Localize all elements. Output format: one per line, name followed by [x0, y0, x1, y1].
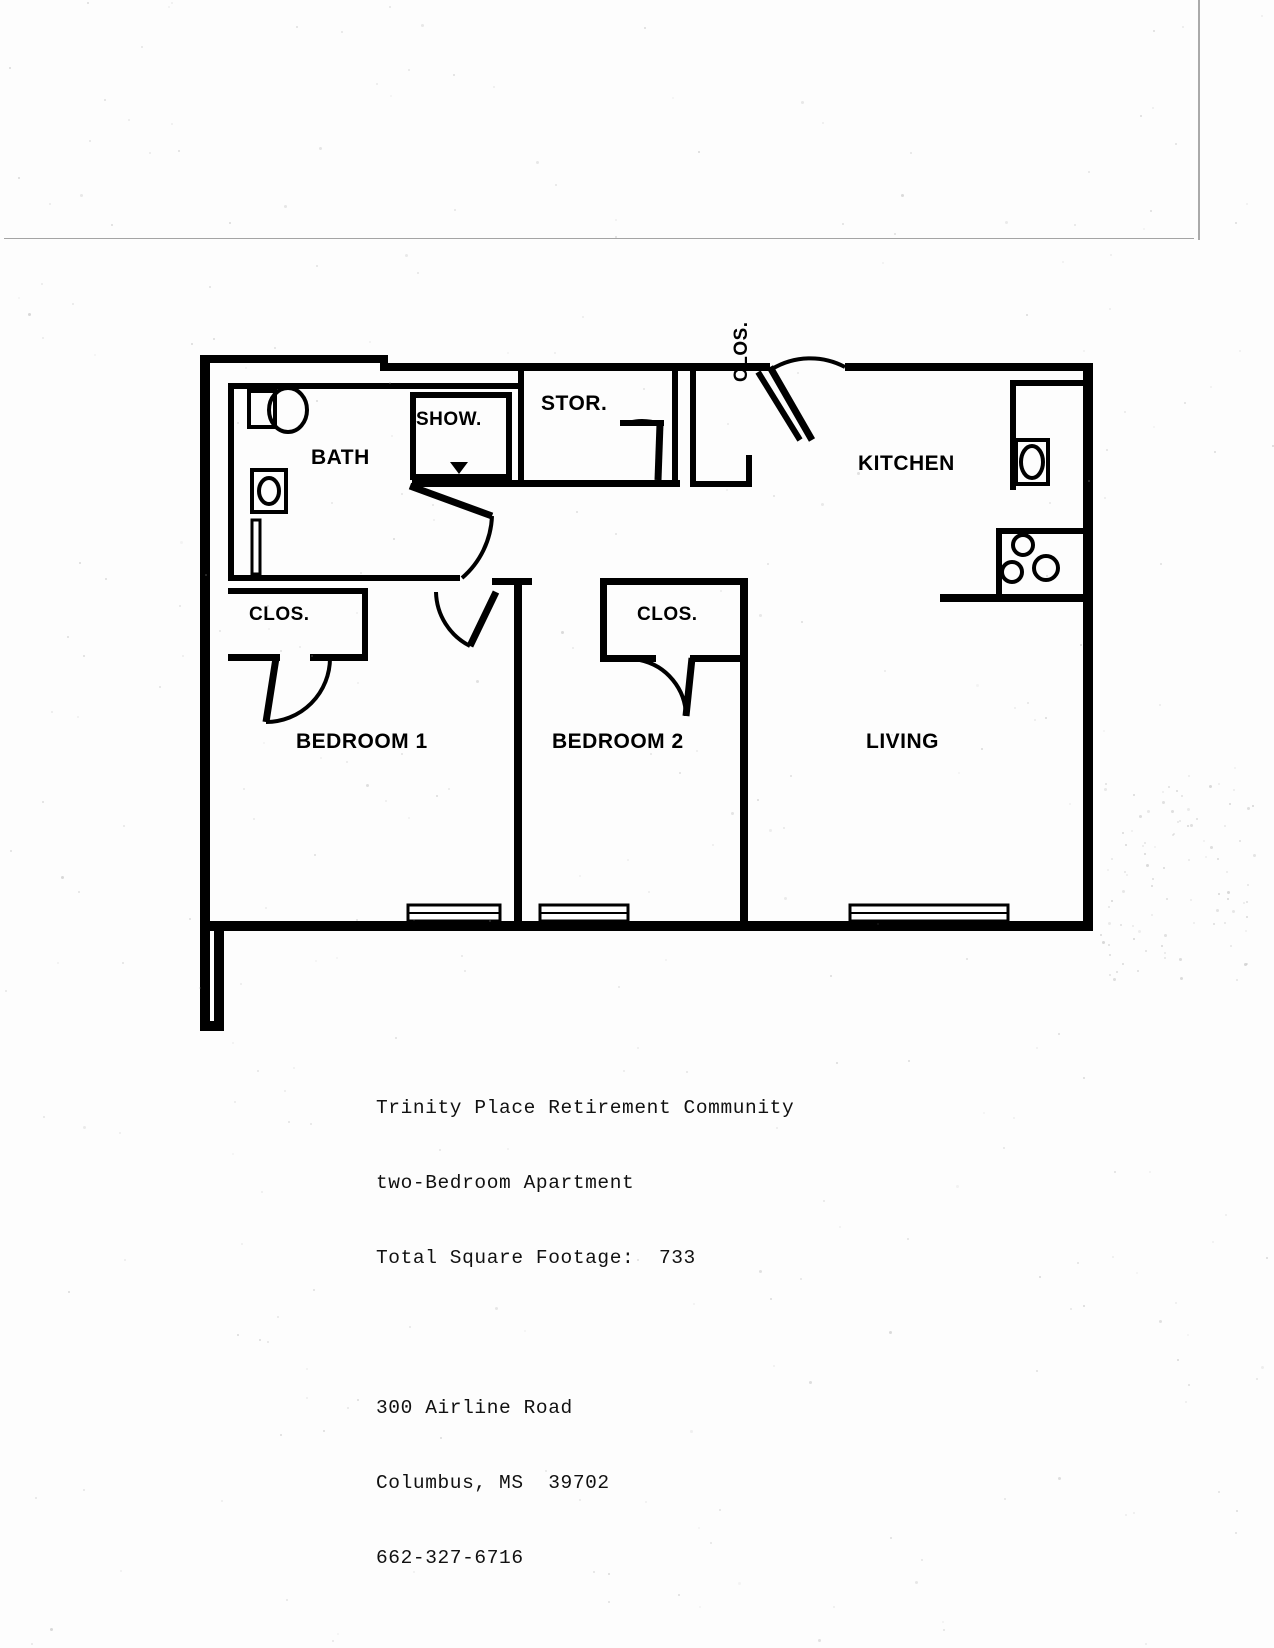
room-label-living: LIVING — [866, 730, 940, 753]
room-label-bath: BATH — [311, 446, 370, 469]
caption-line-square-footage: Total Square Footage: 733 — [376, 1247, 696, 1269]
caption-line-community: Trinity Place Retirement Community — [376, 1097, 795, 1119]
room-label-bedroom-1: BEDROOM 1 — [296, 730, 428, 753]
room-label-closet-hall: CLOS. — [731, 321, 752, 382]
caption-line-phone: 662-327-6716 — [376, 1547, 524, 1569]
caption-line-unit-type: two-Bedroom Apartment — [376, 1172, 635, 1194]
room-label-kitchen: KITCHEN — [858, 452, 955, 475]
caption-line-city-state-zip: Columbus, MS 39702 — [376, 1472, 610, 1494]
room-label-storage: STOR. — [541, 392, 608, 415]
caption-line-street: 300 Airline Road — [376, 1397, 573, 1419]
plan-caption — [376, 1046, 794, 1621]
room-label-bedroom-2: BEDROOM 2 — [552, 730, 684, 753]
room-label-shower: SHOW. — [416, 409, 482, 430]
room-label-closet-bedroom-1: CLOS. — [249, 604, 310, 625]
room-label-closet-bedroom-2: CLOS. — [637, 604, 698, 625]
